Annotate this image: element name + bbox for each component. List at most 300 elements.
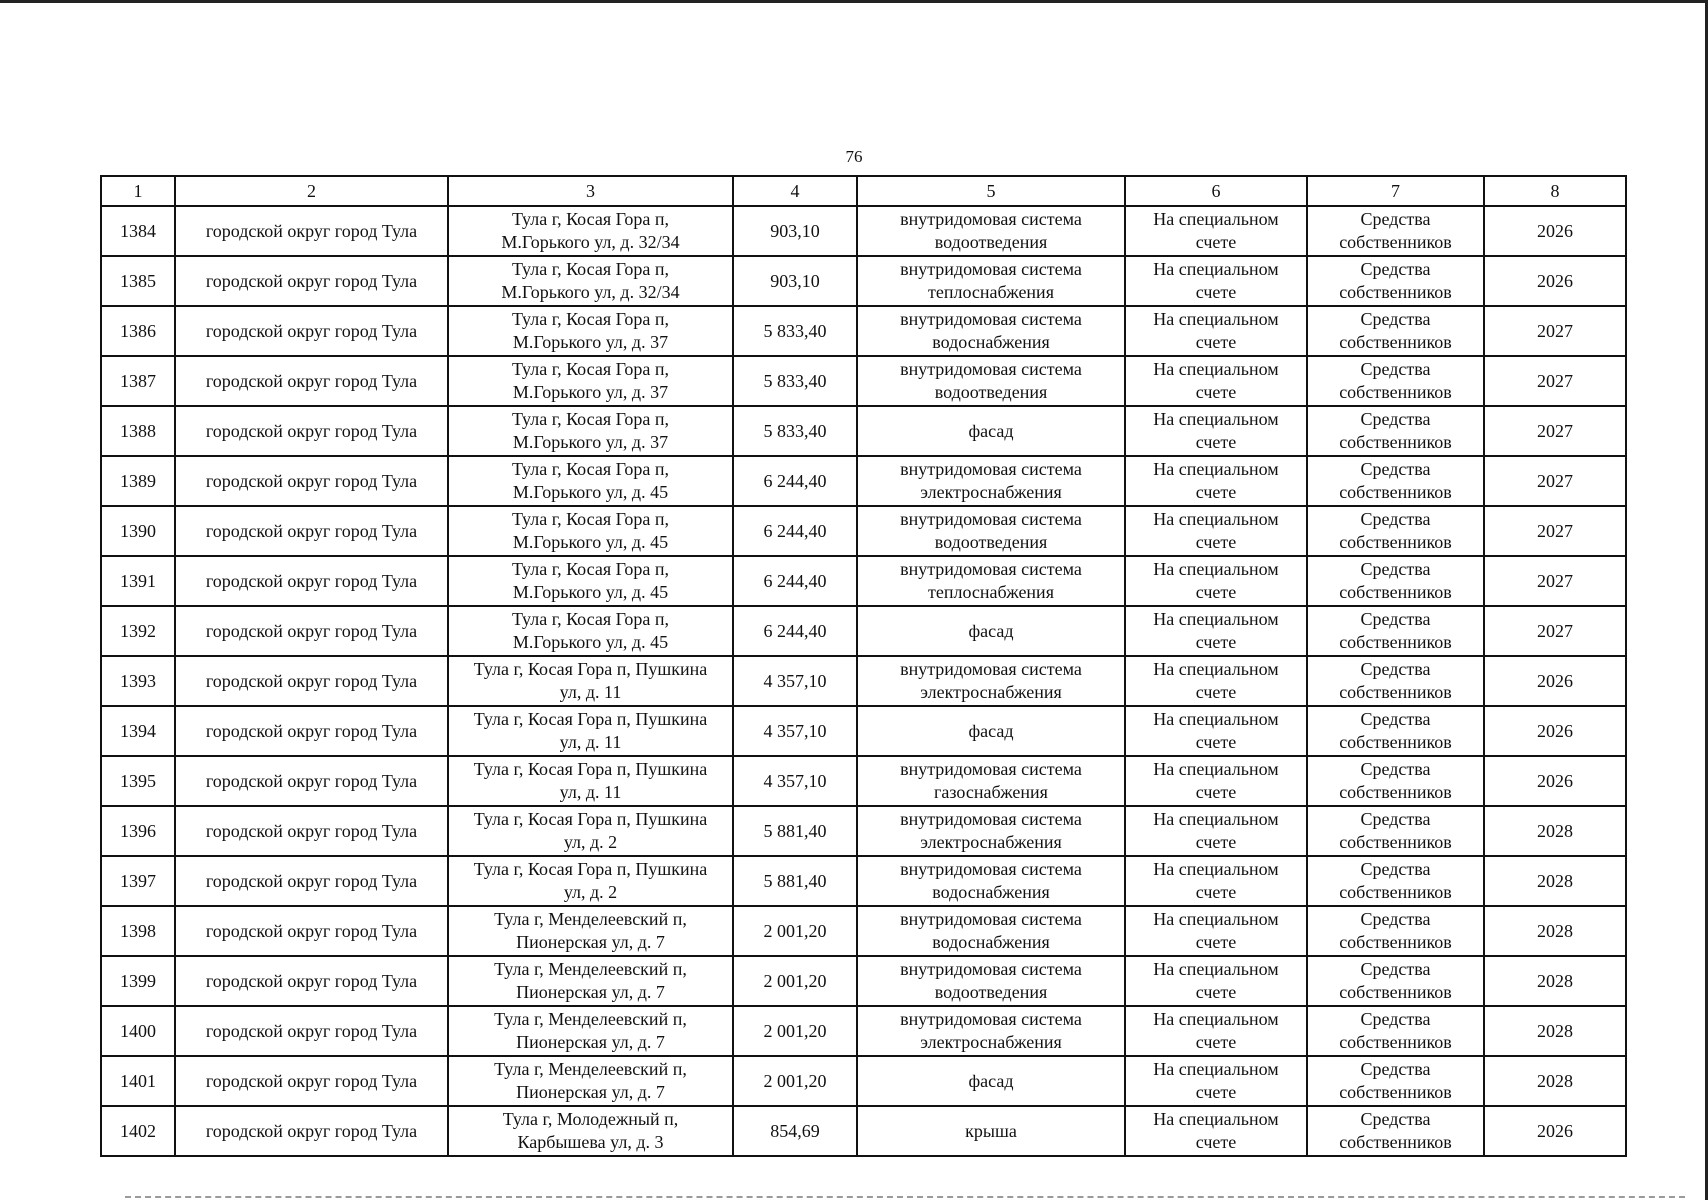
municipality-cell: городской округ город Тула (175, 906, 448, 956)
work-type-cell-line: электроснабжения (920, 1032, 1062, 1052)
address-cell (448, 206, 733, 256)
funding-source-cell-line: собственников (1339, 282, 1452, 302)
column-number-row (101, 176, 1626, 206)
municipality-cell: городской округ город Тула (175, 656, 448, 706)
area-cell: 4 357,10 (733, 656, 857, 706)
year-cell: 2028 (1484, 856, 1626, 906)
address-cell-line: М.Горького ул, д. 32/34 (501, 232, 680, 252)
address-cell-line: ул, д. 11 (559, 732, 622, 752)
work-type-cell (857, 606, 1125, 656)
work-type-cell-line: электроснабжения (920, 832, 1062, 852)
year-cell: 2026 (1484, 656, 1626, 706)
page-number: 76 (845, 147, 863, 166)
year-cell: 2026 (1484, 256, 1626, 306)
year-cell: 2026 (1484, 1106, 1626, 1156)
table-row (101, 656, 1626, 706)
account-cell (1125, 906, 1307, 956)
municipality-cell: городской округ город Тула (175, 1006, 448, 1056)
row-number-cell: 1387 (101, 356, 175, 406)
account-cell (1125, 1106, 1307, 1156)
work-type-cell (857, 956, 1125, 1006)
address-cell (448, 256, 733, 306)
address-cell (448, 1006, 733, 1056)
work-type-cell (857, 806, 1125, 856)
work-type-cell-line: внутридомовая система (900, 759, 1082, 779)
address-cell (448, 806, 733, 856)
year-cell: 2026 (1484, 206, 1626, 256)
funding-source-cell-line: собственников (1339, 532, 1452, 552)
account-cell (1125, 256, 1307, 306)
funding-source-cell-line: Средства (1360, 809, 1431, 829)
municipality-cell: городской округ город Тула (175, 406, 448, 456)
work-type-cell (857, 906, 1125, 956)
row-number-cell: 1392 (101, 606, 175, 656)
account-cell-line: счете (1195, 632, 1237, 652)
funding-source-cell-line: Средства (1360, 209, 1431, 229)
account-cell-line: На специальном (1153, 759, 1279, 779)
table-row (101, 1006, 1626, 1056)
account-cell-line: На специальном (1153, 1009, 1279, 1029)
funding-source-cell-line: Средства (1360, 609, 1431, 629)
year-cell: 2027 (1484, 406, 1626, 456)
row-number-cell: 1400 (101, 1006, 175, 1056)
year-cell: 2026 (1484, 756, 1626, 806)
work-type-cell-line: крыша (965, 1120, 1017, 1141)
funding-source-cell-line: собственников (1339, 732, 1452, 752)
table-row (101, 456, 1626, 506)
address-cell (448, 356, 733, 406)
area-cell: 6 244,40 (733, 456, 857, 506)
work-type-cell-line: внутридомовая система (900, 909, 1082, 929)
row-number-cell: 1384 (101, 206, 175, 256)
row-number-cell: 1399 (101, 956, 175, 1006)
address-cell (448, 656, 733, 706)
municipality-cell: городской округ город Тула (175, 356, 448, 406)
address-cell-line: Тула г, Менделеевский п, (494, 1009, 687, 1029)
address-cell-line: М.Горького ул, д. 32/34 (501, 282, 680, 302)
account-cell (1125, 206, 1307, 256)
address-cell-line: Пионерская ул, д. 7 (516, 1032, 665, 1052)
address-cell-line: Тула г, Менделеевский п, (494, 959, 687, 979)
work-type-cell-line: теплоснабжения (928, 582, 1054, 602)
work-type-cell-line: внутридомовая система (900, 359, 1082, 379)
table-row (101, 806, 1626, 856)
work-type-cell-line: водоснабжения (932, 882, 1050, 902)
address-cell-line: Тула г, Менделеевский п, (494, 909, 687, 929)
table-row (101, 906, 1626, 956)
municipality-cell: городской округ город Тула (175, 556, 448, 606)
account-cell-line: счете (1195, 782, 1237, 802)
address-cell-line: Тула г, Косая Гора п, Пушкина (473, 759, 708, 779)
area-cell: 2 001,20 (733, 906, 857, 956)
account-cell-line: счете (1195, 482, 1237, 502)
account-cell-line: счете (1195, 332, 1237, 352)
account-cell-line: На специальном (1153, 259, 1279, 279)
account-cell-line: На специальном (1153, 709, 1279, 729)
address-cell-line: Тула г, Косая Гора п, (511, 609, 670, 629)
address-cell (448, 506, 733, 556)
address-cell (448, 706, 733, 756)
account-cell (1125, 656, 1307, 706)
work-type-cell-line: фасад (968, 420, 1014, 441)
address-cell-line: Пионерская ул, д. 7 (516, 1082, 665, 1102)
area-cell: 2 001,20 (733, 1056, 857, 1106)
table-row (101, 206, 1626, 256)
work-type-cell (857, 1006, 1125, 1056)
work-type-cell (857, 406, 1125, 456)
work-type-cell-line: электроснабжения (920, 682, 1062, 702)
address-cell (448, 556, 733, 606)
address-cell (448, 756, 733, 806)
funding-source-cell (1307, 206, 1484, 256)
address-cell (448, 406, 733, 456)
account-cell-line: счете (1195, 882, 1237, 902)
year-cell: 2027 (1484, 506, 1626, 556)
account-cell (1125, 606, 1307, 656)
account-cell-line: На специальном (1153, 1059, 1279, 1079)
municipality-cell: городской округ город Тула (175, 506, 448, 556)
table-row (101, 756, 1626, 806)
address-cell-line: Тула г, Косая Гора п, (511, 259, 670, 279)
funding-source-cell (1307, 306, 1484, 356)
account-cell-line: На специальном (1153, 609, 1279, 629)
row-number-cell: 1395 (101, 756, 175, 806)
address-cell (448, 906, 733, 956)
work-type-cell-line: внутридомовая система (900, 659, 1082, 679)
funding-source-cell-line: Средства (1360, 1059, 1431, 1079)
address-cell-line: Тула г, Косая Гора п, Пушкина (473, 709, 708, 729)
address-cell (448, 1056, 733, 1106)
work-type-cell-line: внутридомовая система (900, 259, 1082, 279)
work-type-cell-line: внутридомовая система (900, 309, 1082, 329)
funding-source-cell (1307, 256, 1484, 306)
funding-source-cell-line: собственников (1339, 882, 1452, 902)
work-type-cell (857, 706, 1125, 756)
table-body (101, 176, 1626, 1156)
column-header: 1 (101, 176, 175, 206)
account-cell-line: счете (1195, 282, 1237, 302)
address-cell-line: Тула г, Косая Гора п, (511, 359, 670, 379)
funding-source-cell-line: собственников (1339, 932, 1452, 952)
row-number-cell: 1390 (101, 506, 175, 556)
row-number-cell: 1401 (101, 1056, 175, 1106)
address-cell (448, 456, 733, 506)
funding-source-cell (1307, 506, 1484, 556)
scan-edge-top (0, 0, 1708, 3)
table-row (101, 956, 1626, 1006)
work-type-cell-line: внутридомовая система (900, 859, 1082, 879)
account-cell-line: На специальном (1153, 459, 1279, 479)
area-cell: 903,10 (733, 206, 857, 256)
address-cell-line: Тула г, Косая Гора п, (511, 509, 670, 529)
funding-source-cell-line: Средства (1360, 659, 1431, 679)
row-number-cell: 1391 (101, 556, 175, 606)
funding-source-cell-line: Средства (1360, 1109, 1431, 1129)
address-cell-line: ул, д. 11 (559, 782, 622, 802)
account-cell (1125, 1056, 1307, 1106)
work-type-cell (857, 456, 1125, 506)
funding-source-cell-line: Средства (1360, 509, 1431, 529)
funding-source-cell-line: собственников (1339, 482, 1452, 502)
account-cell-line: счете (1195, 1032, 1237, 1052)
funding-source-cell (1307, 756, 1484, 806)
work-type-cell (857, 656, 1125, 706)
year-cell: 2028 (1484, 1006, 1626, 1056)
row-number-cell: 1402 (101, 1106, 175, 1156)
funding-source-cell-line: Средства (1360, 559, 1431, 579)
account-cell (1125, 806, 1307, 856)
table-row (101, 856, 1626, 906)
address-cell-line: Тула г, Косая Гора п, (511, 209, 670, 229)
funding-source-cell (1307, 1006, 1484, 1056)
work-type-cell-line: фасад (968, 720, 1014, 741)
column-header: 4 (733, 176, 857, 206)
municipality-cell: городской округ город Тула (175, 856, 448, 906)
funding-source-cell (1307, 356, 1484, 406)
table-row (101, 1106, 1626, 1156)
municipality-cell: городской округ город Тула (175, 306, 448, 356)
year-cell: 2027 (1484, 606, 1626, 656)
account-cell (1125, 456, 1307, 506)
funding-source-cell-line: собственников (1339, 382, 1452, 402)
address-cell-line: М.Горького ул, д. 45 (512, 482, 669, 502)
work-type-cell (857, 756, 1125, 806)
work-type-cell (857, 556, 1125, 606)
work-type-cell-line: внутридомовая система (900, 559, 1082, 579)
table-row (101, 1056, 1626, 1106)
column-header: 6 (1125, 176, 1307, 206)
area-cell: 854,69 (733, 1106, 857, 1156)
address-cell-line: Тула г, Косая Гора п, (511, 409, 670, 429)
account-cell-line: счете (1195, 732, 1237, 752)
funding-source-cell (1307, 906, 1484, 956)
row-number-cell: 1394 (101, 706, 175, 756)
funding-source-cell-line: Средства (1360, 859, 1431, 879)
funding-source-cell (1307, 1106, 1484, 1156)
funding-source-cell (1307, 856, 1484, 906)
account-cell-line: счете (1195, 432, 1237, 452)
work-type-cell-line: внутридомовая система (900, 1009, 1082, 1029)
account-cell (1125, 956, 1307, 1006)
funding-source-cell-line: Средства (1360, 309, 1431, 329)
column-header: 5 (857, 176, 1125, 206)
municipality-cell: городской округ город Тула (175, 256, 448, 306)
account-cell-line: На специальном (1153, 659, 1279, 679)
funding-source-cell-line: собственников (1339, 432, 1452, 452)
account-cell-line: счете (1195, 932, 1237, 952)
work-type-cell (857, 256, 1125, 306)
row-number-cell: 1393 (101, 656, 175, 706)
municipality-cell: городской округ город Тула (175, 206, 448, 256)
account-cell (1125, 356, 1307, 406)
funding-source-cell-line: Средства (1360, 409, 1431, 429)
work-type-cell (857, 356, 1125, 406)
table-row (101, 506, 1626, 556)
year-cell: 2028 (1484, 1056, 1626, 1106)
account-cell-line: счете (1195, 582, 1237, 602)
funding-source-cell (1307, 706, 1484, 756)
address-cell-line: Тула г, Молодежный п, (502, 1109, 679, 1129)
address-cell-line: М.Горького ул, д. 45 (512, 632, 669, 652)
account-cell-line: На специальном (1153, 409, 1279, 429)
account-cell-line: На специальном (1153, 309, 1279, 329)
account-cell-line: счете (1195, 682, 1237, 702)
account-cell (1125, 1006, 1307, 1056)
municipality-cell: городской округ город Тула (175, 606, 448, 656)
year-cell: 2027 (1484, 556, 1626, 606)
area-cell: 6 244,40 (733, 556, 857, 606)
address-cell-line: М.Горького ул, д. 45 (512, 582, 669, 602)
area-cell: 4 357,10 (733, 756, 857, 806)
account-cell-line: На специальном (1153, 909, 1279, 929)
area-cell: 2 001,20 (733, 956, 857, 1006)
funding-source-cell-line: собственников (1339, 982, 1452, 1002)
row-number-cell: 1398 (101, 906, 175, 956)
address-cell-line: ул, д. 2 (563, 882, 618, 902)
row-number-cell: 1396 (101, 806, 175, 856)
work-type-cell-line: внутридомовая система (900, 809, 1082, 829)
year-cell: 2027 (1484, 456, 1626, 506)
work-type-cell-line: водоотведения (934, 232, 1048, 252)
address-cell-line: ул, д. 2 (563, 832, 618, 852)
account-cell-line: счете (1195, 1132, 1237, 1152)
account-cell-line: счете (1195, 532, 1237, 552)
work-type-cell-line: водоснабжения (932, 932, 1050, 952)
address-cell (448, 1106, 733, 1156)
work-type-cell-line: фасад (968, 1070, 1014, 1091)
work-type-cell-line: теплоснабжения (928, 282, 1054, 302)
funding-source-cell-line: собственников (1339, 1032, 1452, 1052)
area-cell: 2 001,20 (733, 1006, 857, 1056)
account-cell-line: На специальном (1153, 559, 1279, 579)
work-type-cell-line: внутридомовая система (900, 509, 1082, 529)
address-cell-line: М.Горького ул, д. 37 (512, 332, 669, 352)
work-type-cell (857, 1106, 1125, 1156)
address-cell (448, 956, 733, 1006)
address-cell-line: Пионерская ул, д. 7 (516, 932, 665, 952)
table-row (101, 406, 1626, 456)
area-cell: 5 833,40 (733, 306, 857, 356)
funding-source-cell-line: Средства (1360, 959, 1431, 979)
funding-source-cell (1307, 556, 1484, 606)
funding-source-cell (1307, 456, 1484, 506)
row-number-cell: 1386 (101, 306, 175, 356)
work-type-cell-line: внутридомовая система (900, 959, 1082, 979)
row-number-cell: 1389 (101, 456, 175, 506)
address-cell-line: Пионерская ул, д. 7 (516, 982, 665, 1002)
area-cell: 4 357,10 (733, 706, 857, 756)
funding-source-cell-line: собственников (1339, 832, 1452, 852)
account-cell (1125, 406, 1307, 456)
funding-source-cell-line: Средства (1360, 359, 1431, 379)
account-cell (1125, 856, 1307, 906)
funding-source-cell (1307, 806, 1484, 856)
address-cell-line: Тула г, Косая Гора п, Пушкина (473, 659, 708, 679)
address-cell-line: ул, д. 11 (559, 682, 622, 702)
account-cell (1125, 506, 1307, 556)
row-number-cell: 1388 (101, 406, 175, 456)
municipality-cell: городской округ город Тула (175, 706, 448, 756)
work-type-cell (857, 206, 1125, 256)
row-number-cell: 1385 (101, 256, 175, 306)
address-cell-line: М.Горького ул, д. 37 (512, 432, 669, 452)
area-cell: 5 881,40 (733, 856, 857, 906)
municipality-cell: городской округ город Тула (175, 456, 448, 506)
column-header: 7 (1307, 176, 1484, 206)
table-row (101, 256, 1626, 306)
funding-source-cell (1307, 956, 1484, 1006)
address-cell-line: М.Горького ул, д. 37 (512, 382, 669, 402)
account-cell (1125, 756, 1307, 806)
account-cell-line: На специальном (1153, 1109, 1279, 1129)
funding-source-cell-line: Средства (1360, 259, 1431, 279)
work-type-cell-line: водоснабжения (932, 332, 1050, 352)
account-cell-line: счете (1195, 832, 1237, 852)
municipality-cell: городской округ город Тула (175, 806, 448, 856)
area-cell: 5 881,40 (733, 806, 857, 856)
account-cell-line: счете (1195, 382, 1237, 402)
account-cell (1125, 556, 1307, 606)
year-cell: 2027 (1484, 306, 1626, 356)
area-cell: 6 244,40 (733, 606, 857, 656)
funding-source-cell-line: собственников (1339, 582, 1452, 602)
account-cell-line: счете (1195, 232, 1237, 252)
table-row (101, 306, 1626, 356)
work-type-cell-line: водоотведения (934, 532, 1048, 552)
funding-source-cell-line: Средства (1360, 1009, 1431, 1029)
year-cell: 2028 (1484, 906, 1626, 956)
column-header: 3 (448, 176, 733, 206)
address-cell-line: М.Горького ул, д. 45 (512, 532, 669, 552)
address-cell (448, 606, 733, 656)
funding-source-cell-line: Средства (1360, 909, 1431, 929)
funding-source-cell (1307, 1056, 1484, 1106)
address-cell (448, 856, 733, 906)
funding-source-cell (1307, 656, 1484, 706)
funding-source-cell-line: собственников (1339, 782, 1452, 802)
municipality-cell: городской округ город Тула (175, 1056, 448, 1106)
year-cell: 2027 (1484, 356, 1626, 406)
row-number-cell: 1397 (101, 856, 175, 906)
work-type-cell (857, 1056, 1125, 1106)
work-type-cell-line: внутридомовая система (900, 459, 1082, 479)
funding-source-cell-line: Средства (1360, 459, 1431, 479)
address-cell-line: Тула г, Косая Гора п, (511, 559, 670, 579)
funding-source-cell-line: собственников (1339, 632, 1452, 652)
funding-source-cell-line: собственников (1339, 682, 1452, 702)
table-row (101, 356, 1626, 406)
area-cell: 5 833,40 (733, 356, 857, 406)
funding-source-cell-line: Средства (1360, 759, 1431, 779)
work-type-cell-line: газоснабжения (934, 782, 1048, 802)
address-cell-line: Тула г, Косая Гора п, (511, 309, 670, 329)
capital-repair-table (100, 175, 1627, 1157)
account-cell-line: На специальном (1153, 359, 1279, 379)
work-type-cell-line: водоотведения (934, 982, 1048, 1002)
account-cell-line: На специальном (1153, 959, 1279, 979)
municipality-cell: городской округ город Тула (175, 1106, 448, 1156)
work-type-cell (857, 506, 1125, 556)
municipality-cell: городской округ город Тула (175, 756, 448, 806)
column-header: 2 (175, 176, 448, 206)
work-type-cell-line: водоотведения (934, 382, 1048, 402)
address-cell-line: Тула г, Косая Гора п, (511, 459, 670, 479)
work-type-cell (857, 856, 1125, 906)
account-cell-line: счете (1195, 1082, 1237, 1102)
address-cell-line: Тула г, Менделеевский п, (494, 1059, 687, 1079)
work-type-cell-line: фасад (968, 620, 1014, 641)
account-cell-line: счете (1195, 982, 1237, 1002)
